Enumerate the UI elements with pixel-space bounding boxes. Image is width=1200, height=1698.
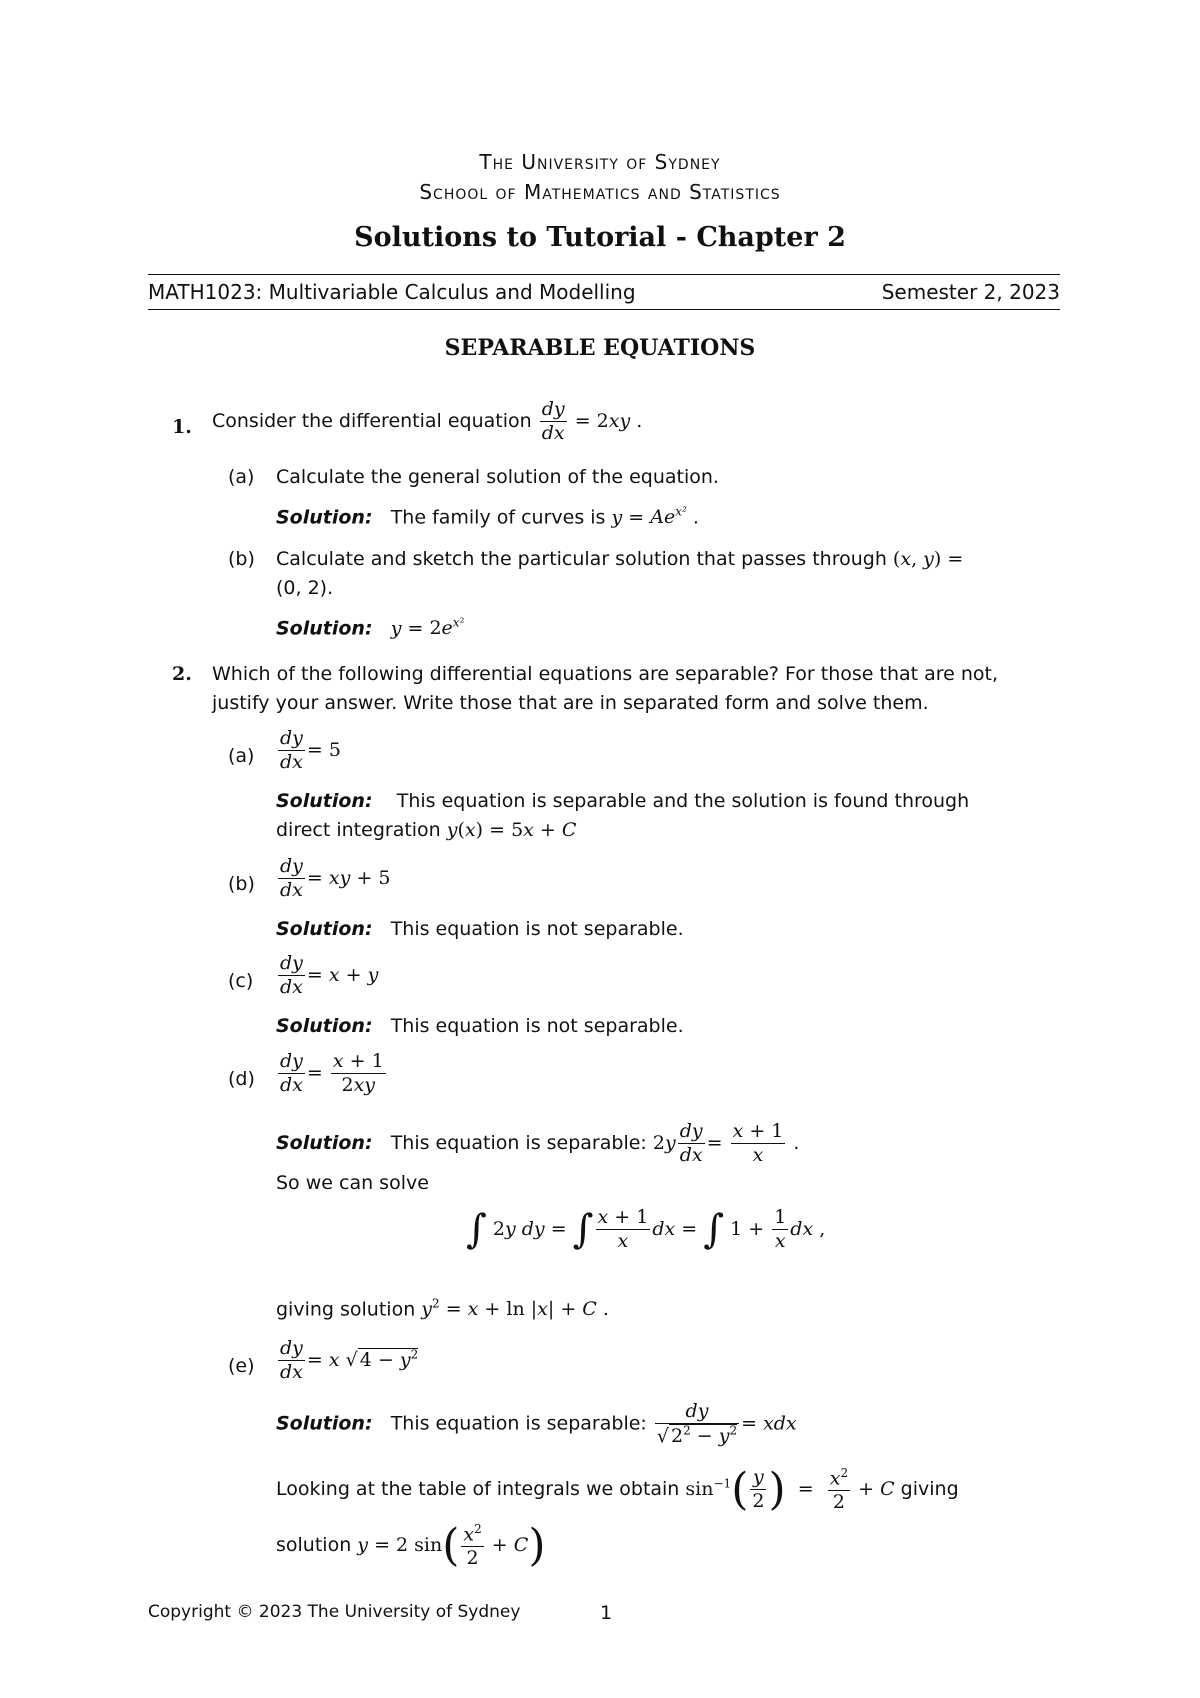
q1b-text: Calculate and sketch the particular solution that passes through (x, y) = [276, 548, 964, 570]
q1a-solution: Solution: The family of curves is $y = Ae^{x^2}$ . [276, 505, 699, 529]
q2e-solution: Solution: This equation is separable: $\frac{dy}{√ 2^2 - y^2}$ = xdx [276, 1400, 797, 1448]
q2a-direct-integration: direct integration [276, 819, 441, 841]
q1-statement [212, 398, 642, 445]
q2d-equation: $\frac{dy}{dx}$ = $\frac{x + 1}{2xy}$ [280, 1050, 384, 1096]
solution-label: Solution: [276, 1131, 373, 1154]
q2a-label: (a) [228, 745, 255, 767]
solution-label: Solution: [276, 1412, 373, 1435]
q2b-solution [276, 918, 684, 940]
university-name: The University of Sydney [479, 150, 721, 174]
q2e-label: (e) [228, 1355, 255, 1377]
q2-text-line2: justify your answer. Write those that are in separated form and solve them. [212, 692, 929, 714]
q1-equation-rhs: = 2xy . [574, 409, 643, 432]
q2-text-line1: Which of the following differential equations are separable? For those that are not, [212, 663, 999, 685]
q2e-looking-text: Looking at the table of integrals we obtain [276, 1478, 680, 1500]
q2e-equation: $\frac{dy}{dx}$ = x √ $4 - y^2$ [280, 1337, 419, 1383]
q1-number: 1. [172, 416, 192, 438]
q2d-label: (d) [228, 1068, 255, 1090]
q1a-solution-text: The family of curves is [390, 506, 606, 529]
q2b-label: (b) [228, 873, 255, 895]
q2b-equation: $\frac{dy}{dx}$ = xy + 5 [280, 855, 391, 901]
header-rule-bottom [148, 309, 1060, 310]
q1b-text-line1: Calculate and sketch the particular solution that passes through [276, 548, 887, 570]
q2d-giving: giving solution $y^2 = x + \ln |x| + C$ . [276, 1297, 609, 1321]
q2d-solution-text: This equation is separable: [390, 1131, 647, 1154]
q2d-solution: Solution: This equation is separable: 2y $\frac{dy}{dx}$ = $\frac{x + 1}{x}$ . [276, 1120, 800, 1166]
solution-label: Solution: [276, 1015, 373, 1037]
q2c-label: (c) [228, 970, 254, 992]
q2c-equation: $\frac{dy}{dx}$ = x + y [280, 952, 379, 998]
q2e-giving-text: giving [900, 1478, 959, 1500]
solution-label: Solution: [276, 790, 373, 812]
q2a-solution-line1: This equation is separable and the solution is found through [396, 790, 970, 812]
solution-label: Solution: [276, 918, 373, 940]
q2d-giving-text: giving solution [276, 1298, 416, 1321]
q2d-integral-equation: ∫ 2y dy = ∫ $\frac{x + 1}{x}$ dx = ∫ 1 + $\frac{1}{x}$ dx , [466, 1206, 826, 1253]
q1a-solution-math: y [611, 506, 623, 529]
q2a-solution-line2: direct integration y(x) = 5x + C [276, 819, 577, 841]
header-rule-top [148, 274, 1060, 275]
q2e-solution-text: This equation is separable: [390, 1412, 647, 1435]
q2b-solution-text: This equation is not separable. [390, 918, 684, 940]
q1a-text: Calculate the general solution of the equation. [276, 466, 719, 488]
q1b-text-line2: (0, 2). [276, 577, 334, 599]
q2d-solve-text: So we can solve [276, 1172, 429, 1194]
q2c-solution [276, 1015, 684, 1037]
q1b-label: (b) [228, 548, 255, 570]
q1-dydx: $\frac{dy}{dx}$ [541, 398, 565, 444]
q1a-label: (a) [228, 466, 255, 488]
course-name: MATH1023: Multivariable Calculus and Modelling [148, 280, 636, 304]
solution-label: Solution: [276, 617, 373, 640]
page-title: Solutions to Tutorial - Chapter 2 [354, 222, 846, 253]
solution-label: Solution: [276, 506, 373, 529]
q2e-looking: Looking at the table of integrals we obtain $\sin^{-1}$( $\frac{y}{2}$ ) = $\frac{x^2}{2}$ + C giving [276, 1464, 959, 1515]
q2a-solution [276, 790, 969, 812]
q1-text: Consider the differential equation [212, 409, 532, 432]
q2e-final: solution y = 2 sin( $\frac{x^2}{2}$ + C) [276, 1520, 546, 1571]
q1b-solution: Solution: $y = 2e^{x^2}$ [276, 616, 465, 640]
q2a-equation: $\frac{dy}{dx}$ = 5 [280, 727, 341, 773]
page-number: 1 [600, 1602, 613, 1624]
school-name: School of Mathematics and Statistics [419, 180, 781, 204]
q2e-solution-word: solution [276, 1534, 352, 1556]
q2c-solution-text: This equation is not separable. [390, 1015, 684, 1037]
semester: Semester 2, 2023 [881, 280, 1060, 304]
q2-number: 2. [172, 663, 192, 685]
section-title: SEPARABLE EQUATIONS [444, 335, 756, 361]
copyright-footer: Copyright © 2023 The University of Sydney [148, 1602, 521, 1622]
